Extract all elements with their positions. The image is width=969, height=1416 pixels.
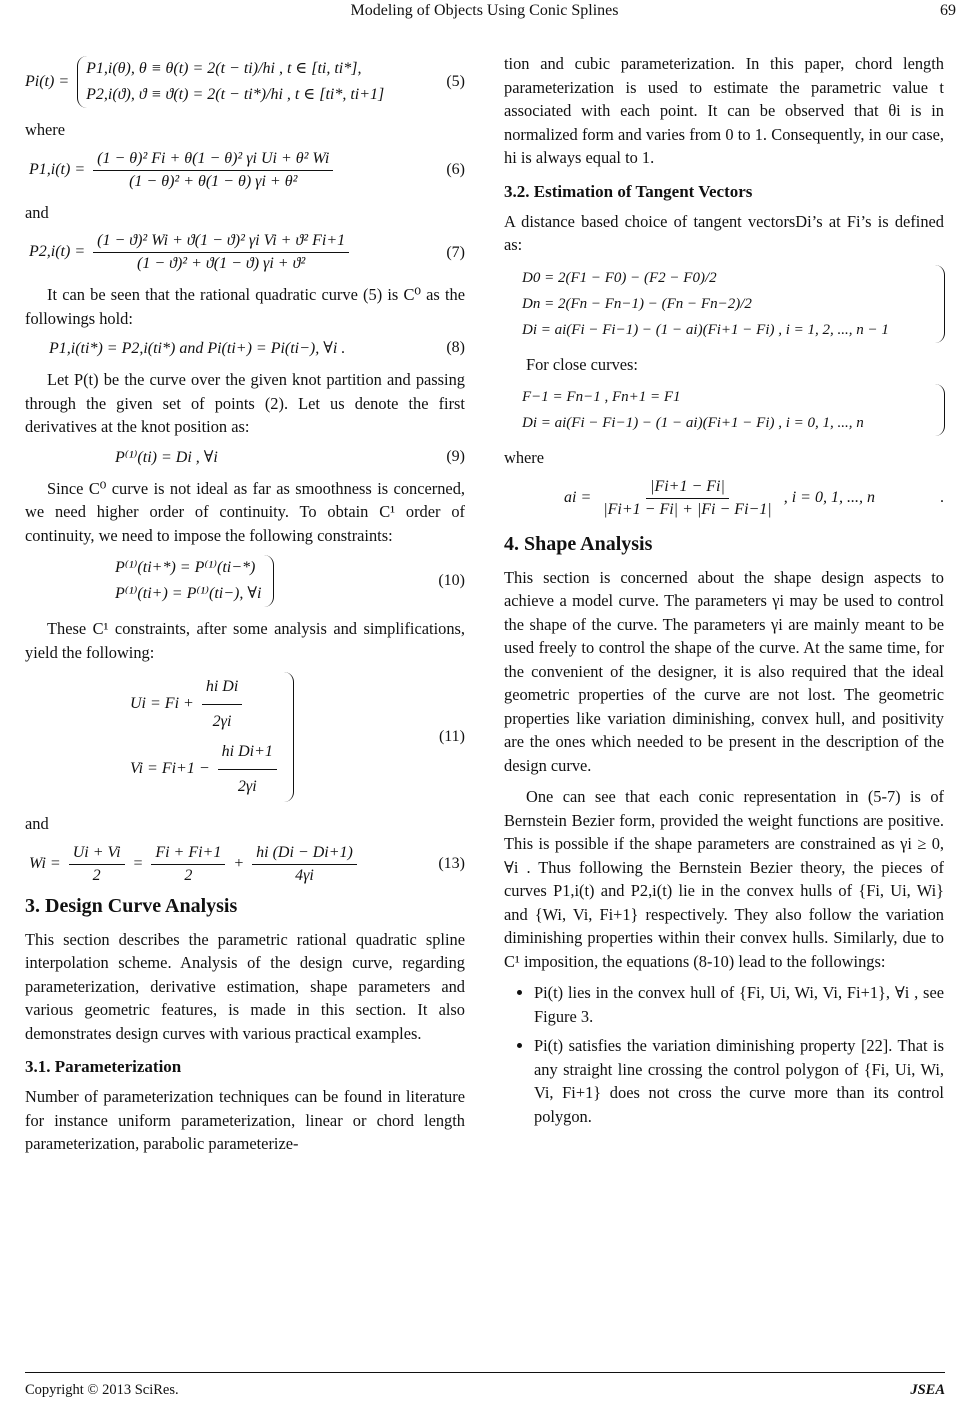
close-row1: F−1 = Fn−1 , Fn+1 = F1 xyxy=(522,389,681,405)
section-heading: 3. Design Curve Analysis xyxy=(25,894,238,917)
eq13-fraction-1 xyxy=(69,844,125,885)
tangent-equations xyxy=(504,265,944,343)
tangent-row1: D0 = 2(F1 − F0) − (F2 − F0)/2 xyxy=(522,269,717,286)
eq9-body: P⁽¹⁾(ti) = Di , ∀i xyxy=(115,448,218,466)
paragraph: This section describes the parametric rational quadratic spline interpolation scheme. Analysis of the design curve, regarding parameterization, derivative estimation, shape parameters and various geometric features, is made in this section. It also demonstrates design curves with various practical examples. xyxy=(25,929,465,1043)
property-list xyxy=(504,981,944,1128)
eq11-u-lhs: Ui = Fi + xyxy=(130,695,194,713)
eq13-plus: + xyxy=(233,854,245,872)
right-column xyxy=(504,52,944,1134)
eq13-numerator-2: Fi + Fi+1 xyxy=(151,844,225,865)
where-label: where xyxy=(25,120,66,139)
where-label: where xyxy=(504,448,545,467)
eq11-v-lhs: Vi = Fi+1 − xyxy=(130,760,210,778)
a-fraction xyxy=(599,478,775,519)
eq9-number: (9) xyxy=(446,447,465,465)
equation-11 xyxy=(25,672,465,802)
eq13-fraction-3 xyxy=(252,844,357,885)
equation-13 xyxy=(25,844,465,885)
subsection-heading: 3.2. Estimation of Tangent Vectors xyxy=(504,181,753,201)
equation-7 xyxy=(25,232,465,273)
journal-name: JSEA xyxy=(910,1382,945,1398)
tangent-row3: Di = ai(Fi − Fi−1) − (1 − ai)(Fi+1 − Fi) , i = 1, 2, ..., n − 1 xyxy=(522,321,889,338)
eq11-u-numerator: hi Di xyxy=(202,672,242,705)
running-title: Modeling of Objects Using Conic Splines xyxy=(350,2,619,19)
eq7-fraction xyxy=(93,232,349,273)
paragraph: Number of parameterization techniques can be found in literature for instance uniform parameterization, linear or chord length parameterization, parabolic parameterize- xyxy=(25,1087,465,1153)
eq13-denominator-1: 2 xyxy=(92,866,101,884)
eq13-fraction-2 xyxy=(151,844,225,885)
eq11-v-denominator: 2γi xyxy=(237,778,257,795)
eq13-number: (13) xyxy=(438,855,465,872)
paragraph: This section is concerned about the shape design aspects to achieve a model curve. The parameters γi may be used to control the shape of the curve. The parameters γi are mainly meant to be used freely to control the shape of the curve. At the same time, for the convenient of the designer, it is also required that the ideal geometric properties of the curve are not lost. The geometric properties like variation diminishing, convex hull, and positivity are the ones which needed to be present in the description of the design curve. xyxy=(504,567,944,775)
a-coefficient-equation xyxy=(504,478,944,519)
page-number: 69 xyxy=(940,2,956,19)
a-numerator: |Fi+1 − Fi| xyxy=(646,478,729,499)
eq11-v-numerator: hi Di+1 xyxy=(218,737,277,770)
paragraph: A distance based choice of tangent vectorsDi’s at Fi’s is defined as: xyxy=(504,211,944,254)
eq10-row1: P⁽¹⁾(ti+*) = P⁽¹⁾(ti−*) xyxy=(115,559,256,576)
eq10-number: (10) xyxy=(438,572,465,589)
copyright: Copyright © 2013 SciRes. xyxy=(25,1382,179,1398)
eq13-numerator-1: Ui + Vi xyxy=(69,844,125,865)
a-tail: , i = 0, 1, ..., n xyxy=(783,488,875,506)
eq6-numerator: (1 − θ)² Fi + θ(1 − θ)² γi Ui + θ² Wi xyxy=(93,150,333,171)
eq11-number: (11) xyxy=(438,728,465,745)
paragraph: Let P(t) be the curve over the given knot partition and passing through the given set of points (2). Let us denote the first derivatives at the knot position as: xyxy=(25,370,465,436)
eq7-denominator: (1 − ϑ)² + ϑ(1 − ϑ) γi + ϑ² xyxy=(136,255,306,272)
eq5-row2: P2,i(ϑ), ϑ ≡ ϑ(t) = 2(t − ti*)/hi , t ∈ [ti*, ti+1] xyxy=(86,86,385,103)
close-curve-equations xyxy=(504,384,944,436)
eq13-numerator-3: hi (Di − Di+1) xyxy=(252,844,357,865)
equation-10 xyxy=(25,555,465,607)
paragraph: tion and cubic parameterization. In this paper, chord length parameterization is used to estimate the parametric value t associated with each point. It can be observed that θi is in normalized form and varies from 0 to 1. Consequently, in our case, hi is always equal to 1. xyxy=(504,54,944,167)
a-denominator: |Fi+1 − Fi| + |Fi − Fi−1| xyxy=(603,500,772,518)
left-column xyxy=(25,52,465,1164)
paragraph: One can see that each conic representation in (5-7) is of Bernstein Bezier form, provided the weight functions are positive. This is possible if the shape parameters are constrained as γi ≥ 0, ∀i . Thus following the Bernstein Bezier theory, the pieces of curves P1,i(t) and P2,i(t) lie in the convex hulls of {Fi, Ui, Wi} and {Wi, Vi, Fi+1} respectively. They also follow the variation diminishing properties within their convex hulls. Similarly, due to C¹ imposition, the equations (8-10) lead to the followings: xyxy=(504,787,944,971)
tangent-row2: Dn = 2(Fn − Fn−1) − (Fn − Fn−2)/2 xyxy=(522,295,752,312)
eq7-number: (7) xyxy=(446,243,465,261)
list-item: • Pi(t) satisfies the variation diminishing property [22]. That is any straight line crossing the control polygon of {Fi, Ui, Wi, Vi, Fi+1} does not cross the curve more than its control polygon. xyxy=(534,1034,944,1128)
eq11-u-fraction xyxy=(202,672,242,737)
and-label: and xyxy=(25,202,49,222)
page-header xyxy=(0,0,969,30)
eq11-u-denominator: 2γi xyxy=(212,713,232,730)
a-lhs: ai = xyxy=(564,488,592,506)
eq10-row2: P⁽¹⁾(ti+) = P⁽¹⁾(ti−), ∀i xyxy=(115,585,262,602)
eq13-equals: = xyxy=(132,854,144,872)
eq5-row1: P1,i(θ), θ ≡ θ(t) = 2(t − ti)/hi , t ∈ [ti, ti*], xyxy=(86,60,362,77)
eq6-lhs: P1,i(t) = xyxy=(29,160,86,178)
paragraph: These C¹ constraints, after some analysis and simplifications, yield the following: xyxy=(25,619,465,662)
and-label: and xyxy=(25,814,49,833)
close-curves-label: For close curves: xyxy=(526,354,638,374)
eq6-fraction xyxy=(93,150,333,191)
eq13-denominator-2: 2 xyxy=(184,866,193,884)
paragraph: It can be seen that the rational quadratic curve (5) is C⁰ as the followings hold: xyxy=(25,285,465,328)
eq7-numerator: (1 − ϑ)² Wi + ϑ(1 − ϑ)² γi Vi + ϑ² Fi+1 xyxy=(93,232,349,253)
section-heading: 4. Shape Analysis xyxy=(504,532,653,555)
equation-6 xyxy=(25,150,465,191)
eq11-v-fraction xyxy=(218,737,277,802)
eq8-body: P1,i(ti*) = P2,i(ti*) and Pi(ti+) = Pi(ti−), ∀i . xyxy=(49,340,346,357)
footer-divider xyxy=(25,1372,945,1373)
close-row2: Di = ai(Fi − Fi−1) − (1 − ai)(Fi+1 − Fi) , i = 0, 1, ..., n xyxy=(522,415,864,431)
eq7-lhs: P2,i(t) = xyxy=(29,243,86,261)
equation-9 xyxy=(25,447,465,467)
paragraph: Since C⁰ curve is not ideal as far as smoothness is concerned, we need higher order of continuity. To obtain C¹ order of continuity, we need to impose the following constraints: xyxy=(25,478,465,545)
equation-8 xyxy=(25,338,465,358)
eq13-denominator-3: 4γi xyxy=(295,866,314,884)
eq6-number: (6) xyxy=(446,161,465,178)
eq6-denominator: (1 − θ)² + θ(1 − θ) γi + θ² xyxy=(129,172,298,190)
eq5-lhs: Pi(t) = xyxy=(25,73,70,90)
equation-5 xyxy=(25,56,465,108)
page-footer xyxy=(25,1382,945,1399)
eq5-number: (5) xyxy=(446,73,465,90)
eq8-number: (8) xyxy=(446,339,465,356)
eq13-lhs: Wi = xyxy=(29,854,61,872)
subsection-heading: 3.1. Parameterization xyxy=(25,1057,182,1076)
a-dot: . xyxy=(940,489,944,506)
list-item: • Pi(t) lies in the convex hull of {Fi, Ui, Wi, Vi, Fi+1}, ∀i , see Figure 3. xyxy=(534,981,944,1028)
